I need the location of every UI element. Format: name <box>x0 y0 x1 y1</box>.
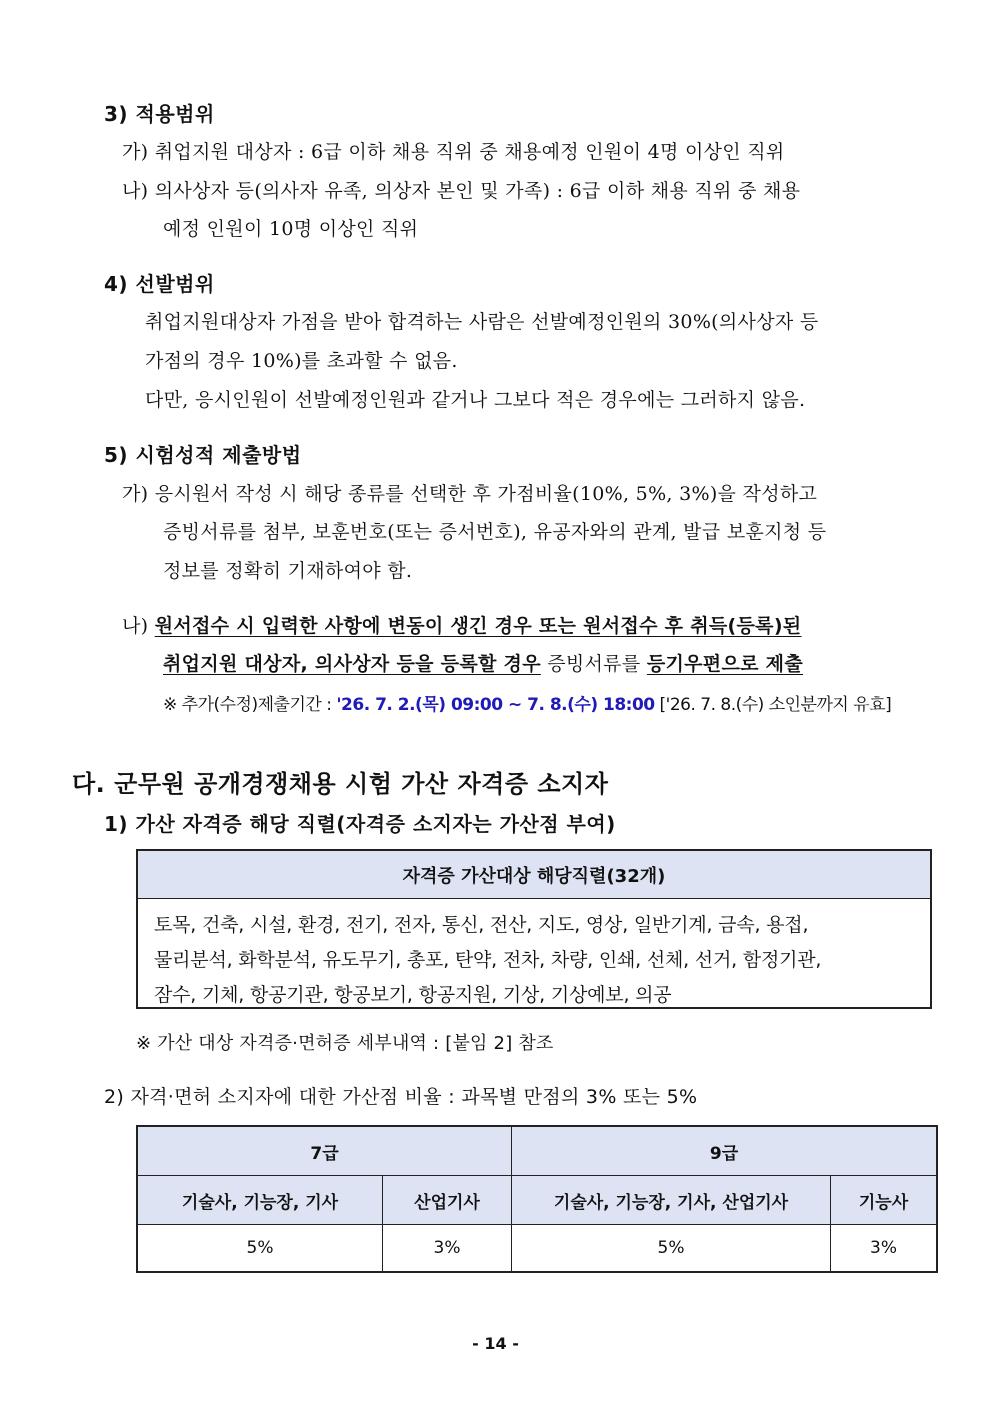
certificate-box-header: 자격증 가산대상 해당직렬(32개) <box>138 851 930 899</box>
section-3-item-b-line1: 나) 의사상자 등(의사자 유족, 의상자 본인 및 가족) : 6급 이하 채용 직위 중 채용 <box>122 180 801 202</box>
certificate-series-line1: 토목, 건축, 시설, 환경, 전기, 전자, 통신, 전산, 지도, 영상, 일반기계, 금속, 용접, <box>154 914 809 936</box>
section-d-title: 다. 군무원 공개경쟁채용 시험 가산 자격증 소지자 <box>72 770 609 798</box>
page-number: - 14 - <box>472 1334 519 1353</box>
note-period: '26. 7. 2.(목) 09:00 ~ 7. 8.(수) 18:00 <box>336 695 655 715</box>
certificate-detail-note: ※ 가산 대상 자격증·면허증 세부내역 : [붙임 2] 참조 <box>136 1033 554 1054</box>
col-7-engineer: 기술사, 기능장, 기사 <box>137 1176 383 1225</box>
certificate-box-body <box>138 899 930 1013</box>
grade-9-header: 9급 <box>512 1126 938 1176</box>
rate-7-engineer: 5% <box>137 1225 383 1273</box>
note-prefix: ※ 추가(수정)제출기간 : <box>163 695 337 715</box>
section-d-sub2: 2) 자격·면허 소지자에 대한 가산점 비율 : 과목별 만점의 3% 또는 5% <box>104 1086 698 1108</box>
grade-7-header: 7급 <box>137 1126 512 1176</box>
section-4-line2: 가점의 경우 10%)를 초과할 수 없음. <box>145 350 458 372</box>
certificate-series-line3: 잠수, 기체, 항공기관, 항공보기, 항공지원, 기상, 기상예보, 의공 <box>154 984 672 1006</box>
item-b-underlined-text-3: 등기우편으로 제출 <box>646 653 803 675</box>
item-b-underlined-text-2: 취업지원 대상자, 의사상자 등을 등록할 경우 <box>163 653 541 675</box>
section-3-item-b-line2: 예정 인원이 10명 이상인 직위 <box>163 218 419 240</box>
section-5-item-a-line2: 증빙서류를 첨부, 보훈번호(또는 증서번호), 유공자와의 관계, 발급 보훈지청 등 <box>163 521 827 543</box>
rate-7-industrial: 3% <box>383 1225 512 1273</box>
rate-9-engineer: 5% <box>512 1225 831 1273</box>
item-b-plain-text: 증빙서류를 <box>540 653 647 675</box>
section-5-item-a-line1: 가) 응시원서 작성 시 해당 종류를 선택한 후 가점비율(10%, 5%, 3%)을 작성하고 <box>122 483 818 505</box>
item-b-prefix: 나) <box>122 615 149 637</box>
section-d-sub1: 1) 가산 자격증 해당 직렬(자격증 소지자는 가산점 부여) <box>104 812 616 836</box>
submission-period-note <box>163 690 891 715</box>
note-suffix: ['26. 7. 8.(수) 소인분까지 유효] <box>654 695 892 715</box>
section-4-line1: 취업지원대상자 가점을 받아 합격하는 사람은 선발예정인원의 30%(의사상자 등 <box>145 311 819 333</box>
certificate-series-line2: 물리분석, 화학분석, 유도무기, 총포, 탄약, 전차, 차량, 인쇄, 선체, 선거, 함정기관, <box>154 949 822 971</box>
section-4-title: 4) 선발범위 <box>104 272 215 296</box>
section-5-item-a-line3: 정보를 정확히 기재하여야 함. <box>163 560 413 582</box>
col-9-craftsman: 기능사 <box>831 1176 938 1225</box>
section-3-title: 3) 적용범위 <box>104 102 215 126</box>
section-4-line3: 다만, 응시인원이 선발예정인원과 같거나 그보다 적은 경우에는 그러하지 않음. <box>145 389 806 411</box>
col-7-industrial: 산업기사 <box>383 1176 512 1225</box>
section-5-item-b-line1 <box>122 611 801 638</box>
rate-9-craftsman: 3% <box>831 1225 938 1273</box>
section-5-title: 5) 시험성적 제출방법 <box>104 443 302 467</box>
item-b-underlined-text: 원서접수 시 입력한 사항에 변동이 생긴 경우 또는 원서접수 후 취득(등록)된 <box>154 615 802 637</box>
bonus-rate-table <box>136 1125 938 1273</box>
certificate-series-box <box>136 849 932 1009</box>
section-5-item-b-line2 <box>163 649 803 676</box>
col-9-engineer: 기술사, 기능장, 기사, 산업기사 <box>512 1176 831 1225</box>
section-3-item-a: 가) 취업지원 대상자 : 6급 이하 채용 직위 중 채용예정 인원이 4명 이상인 직위 <box>122 141 785 163</box>
